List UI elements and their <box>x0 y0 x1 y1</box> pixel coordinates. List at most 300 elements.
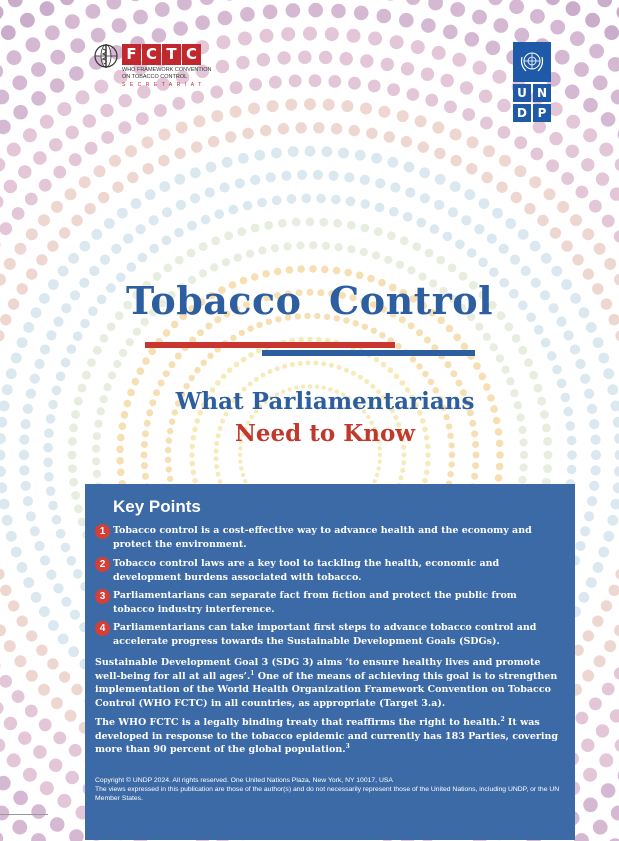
decorative-dot <box>76 90 90 104</box>
decorative-dot <box>333 267 341 275</box>
decorative-dot <box>295 122 306 133</box>
decorative-dot <box>361 224 370 233</box>
decorative-dot <box>592 616 603 627</box>
decorative-dot <box>401 136 412 147</box>
decorative-dot <box>415 115 427 127</box>
decorative-dot <box>2 515 13 526</box>
decorative-dot <box>395 343 401 349</box>
decorative-dot <box>45 25 60 40</box>
decorative-dot <box>17 337 28 348</box>
decorative-dot <box>615 450 619 461</box>
decorative-dot <box>567 465 577 475</box>
decorative-dot <box>162 236 172 246</box>
decorative-dot <box>335 243 343 251</box>
decorative-dot <box>136 224 146 234</box>
decorative-dot <box>254 150 265 161</box>
decorative-dot <box>68 451 77 460</box>
decorative-dot <box>309 241 317 249</box>
decorative-dot <box>176 122 188 134</box>
decorative-dot <box>615 330 619 341</box>
decorative-dot <box>108 371 116 379</box>
decorative-dot <box>166 466 172 472</box>
decorative-dot <box>154 104 167 117</box>
decorative-dot <box>257 198 267 208</box>
decorative-dot <box>70 38 85 53</box>
decorative-dot <box>67 344 77 354</box>
decorative-dot <box>109 155 121 167</box>
decorative-dot <box>60 0 75 5</box>
decorative-dot <box>0 90 9 105</box>
decorative-dot <box>544 451 553 460</box>
decorative-dot <box>321 361 326 366</box>
decorative-dot <box>378 453 382 457</box>
decorative-dot <box>100 104 113 117</box>
decorative-dot <box>89 266 99 276</box>
decorative-dot <box>472 462 479 469</box>
decorative-dot <box>243 479 247 483</box>
decorative-dot <box>579 592 590 603</box>
decorative-dot <box>593 562 604 573</box>
decorative-dot <box>368 80 381 93</box>
decorative-dot <box>580 374 590 384</box>
decorative-dot <box>496 463 504 471</box>
decorative-dot <box>603 531 614 542</box>
decorative-dot <box>425 452 431 458</box>
decorative-dot <box>496 451 504 459</box>
decorative-dot <box>49 138 62 151</box>
decorative-dot <box>511 192 522 203</box>
decorative-dot <box>615 569 619 580</box>
decorative-dot <box>220 182 230 192</box>
decorative-dot <box>593 337 604 348</box>
key-point-number: 2 <box>95 557 110 572</box>
decorative-dot <box>304 98 316 110</box>
decorative-dot <box>73 569 83 579</box>
decorative-dot <box>98 192 109 203</box>
decorative-dot <box>464 189 475 200</box>
decorative-dot <box>59 227 70 238</box>
decorative-dot <box>489 267 499 277</box>
decorative-dot <box>346 197 356 207</box>
decorative-dot <box>158 129 170 141</box>
decorative-dot <box>394 374 400 380</box>
decorative-dot <box>347 29 361 43</box>
decorative-dot <box>58 266 69 277</box>
decorative-dot <box>243 201 253 211</box>
decorative-dot <box>504 322 513 331</box>
decorative-dot <box>7 50 22 65</box>
decorative-dot <box>550 20 565 35</box>
decorative-dot <box>368 32 382 46</box>
decorative-dot <box>191 91 204 104</box>
decorative-dot <box>263 5 278 20</box>
decorative-dot <box>360 54 373 67</box>
decorative-dot <box>529 371 538 380</box>
decorative-dot <box>302 194 312 204</box>
decorative-dot <box>340 52 353 65</box>
decorative-dot <box>14 655 26 667</box>
decorative-dot <box>347 245 355 253</box>
decorative-dot <box>48 620 59 631</box>
decorative-dot <box>0 624 6 636</box>
decorative-dot <box>12 820 27 835</box>
decorative-dot <box>337 365 342 370</box>
decorative-dot <box>39 606 50 617</box>
decorative-dot <box>611 90 619 105</box>
decorative-dot <box>549 132 562 145</box>
decorative-dot <box>206 162 217 173</box>
decorative-dot <box>615 158 619 172</box>
decorative-dot <box>91 28 106 43</box>
decorative-dot <box>61 543 71 553</box>
decorative-dot <box>373 479 377 483</box>
decorative-dot <box>466 163 477 174</box>
decorative-dot <box>575 541 585 551</box>
decorative-dot <box>505 218 516 229</box>
decorative-dot <box>158 155 169 166</box>
decorative-dot <box>450 370 457 377</box>
decorative-dot <box>0 831 3 841</box>
decorative-dot <box>453 334 461 342</box>
decorative-dot <box>586 322 597 333</box>
key-point-number: 4 <box>95 621 110 636</box>
decorative-dot <box>175 353 182 360</box>
decorative-dot <box>227 367 233 373</box>
decorative-dot <box>23 322 34 333</box>
decorative-dot <box>565 85 580 100</box>
decorative-dot <box>483 333 491 341</box>
decorative-dot <box>195 15 210 30</box>
decorative-dot <box>609 585 619 596</box>
decorative-dot <box>411 40 425 54</box>
decorative-dot <box>267 100 279 112</box>
key-point-number: 1 <box>95 524 110 539</box>
decorative-dot <box>65 188 77 200</box>
decorative-dot <box>396 261 404 269</box>
decorative-dot <box>0 701 4 714</box>
decorative-dot <box>331 4 346 19</box>
fctc-wordmark <box>122 44 201 65</box>
decorative-dot <box>589 200 602 213</box>
decorative-dot <box>8 0 23 7</box>
decorative-dot <box>142 357 150 365</box>
decorative-dot <box>430 224 440 234</box>
footnote-ref: 3 <box>345 742 350 750</box>
decorative-dot <box>329 363 334 368</box>
decorative-dot <box>50 50 65 65</box>
decorative-dot <box>238 453 242 457</box>
decorative-dot <box>593 75 608 90</box>
decorative-dot <box>187 221 197 231</box>
decorative-dot <box>604 25 619 40</box>
decorative-dot <box>6 368 17 379</box>
decorative-dot <box>570 31 585 46</box>
decorative-dot <box>211 236 220 245</box>
decorative-dot <box>319 51 332 64</box>
decorative-dot <box>472 10 487 25</box>
decorative-dot <box>313 361 318 366</box>
decorative-dot <box>47 240 58 251</box>
decorative-dot <box>550 227 561 238</box>
decorative-dot <box>306 217 315 226</box>
decorative-dot <box>277 51 290 64</box>
decorative-dot <box>4 640 16 652</box>
decorative-dot <box>351 371 356 376</box>
decorative-dot <box>112 182 123 193</box>
decorative-dot <box>381 362 387 368</box>
decorative-dot <box>248 352 254 358</box>
decorative-dot <box>4 258 16 270</box>
decorative-dot <box>478 258 488 268</box>
decorative-dot <box>174 174 185 185</box>
decorative-dot <box>187 249 196 258</box>
decorative-dot <box>31 804 46 819</box>
decorative-dot <box>520 451 528 459</box>
decorative-dot <box>514 28 529 43</box>
decorative-dot <box>19 465 29 475</box>
decorative-dot <box>92 457 100 465</box>
decorative-dot <box>127 172 138 183</box>
decorative-dot <box>100 334 109 343</box>
decorative-dot <box>375 178 385 188</box>
decorative-dot <box>541 338 551 348</box>
decorative-dot <box>319 218 328 227</box>
decorative-dot <box>215 380 221 386</box>
decorative-dot <box>371 328 377 334</box>
decorative-dot <box>93 346 102 355</box>
decorative-dot <box>0 5 4 20</box>
decorative-dot <box>604 258 616 270</box>
decorative-dot <box>388 157 399 168</box>
decorative-dot <box>518 229 529 240</box>
decorative-dot <box>271 148 282 159</box>
fctc-paragraph <box>95 716 565 757</box>
decorative-dot <box>406 0 421 5</box>
decorative-dot <box>119 349 127 357</box>
decorative-dot <box>132 378 140 386</box>
decorative-dot <box>250 415 254 419</box>
decorative-dot <box>583 768 597 782</box>
decorative-dot <box>321 146 332 157</box>
decorative-dot <box>262 270 270 278</box>
decorative-dot <box>43 458 53 468</box>
decorative-dot <box>450 155 461 166</box>
who-emblem-icon <box>92 42 120 70</box>
decorative-dot <box>138 253 148 263</box>
decorative-dot <box>49 759 62 772</box>
decorative-dot <box>143 163 154 174</box>
fctc-paragraph-part1: The WHO FCTC is a legally binding treaty that reaffirms the right to health. <box>95 717 501 728</box>
decorative-dot <box>534 325 544 335</box>
decorative-dot <box>201 215 211 225</box>
decorative-dot <box>362 324 368 330</box>
decorative-dot <box>582 670 594 682</box>
decorative-dot <box>389 207 399 217</box>
decorative-dot <box>341 100 353 112</box>
decorative-dot <box>17 562 28 573</box>
decorative-dot <box>400 468 405 473</box>
decorative-dot <box>602 683 615 696</box>
decorative-dot <box>31 62 46 77</box>
decorative-dot <box>14 243 26 255</box>
decorative-dot <box>589 44 604 59</box>
decorative-dot <box>258 246 266 254</box>
decorative-dot <box>0 466 6 477</box>
decorative-dot <box>214 464 219 469</box>
decorative-dot <box>26 670 38 682</box>
decorative-dot <box>65 710 77 722</box>
decorative-dot <box>200 0 215 5</box>
decorative-dot <box>422 371 428 377</box>
decorative-dot <box>69 829 84 841</box>
decorative-dot <box>520 463 528 471</box>
decorative-dot <box>488 0 503 5</box>
decorative-dot <box>428 0 443 10</box>
decorative-dot <box>6 531 17 542</box>
decorative-dot <box>11 353 22 364</box>
decorative-dot <box>480 117 493 130</box>
decorative-dot <box>338 148 349 159</box>
decorative-dot <box>347 221 356 230</box>
decorative-dot <box>0 499 10 510</box>
decorative-dot <box>12 207 25 220</box>
decorative-dot <box>298 361 303 366</box>
decorative-dot <box>366 128 377 139</box>
decorative-dot <box>133 328 141 336</box>
decorative-dot <box>428 379 434 385</box>
decorative-dot <box>378 460 382 464</box>
decorative-dot <box>25 705 38 718</box>
decorative-dot <box>371 153 382 164</box>
fctc-letter: C <box>182 44 201 65</box>
decorative-dot <box>518 346 527 355</box>
decorative-dot <box>57 794 71 808</box>
decorative-dot <box>360 175 370 185</box>
decorative-dot <box>435 174 446 185</box>
decorative-dot <box>496 354 504 362</box>
decorative-dot <box>0 738 5 752</box>
decorative-dot <box>165 457 171 463</box>
decorative-dot <box>285 99 297 111</box>
decorative-dot <box>249 78 262 91</box>
subtitle-line2: Need to Know <box>234 420 416 447</box>
copyright-line1: Copyright © UNDP 2024. All rights reserved. One United Nations Plaza, New York, NY 10017, USA <box>95 777 393 784</box>
decorative-dot <box>222 157 233 168</box>
decorative-dot <box>296 241 304 249</box>
decorative-dot <box>83 114 96 127</box>
decorative-dot <box>0 450 5 461</box>
key-point-text: Tobacco control laws are a key tool to tackling the health, economic and development burdens associated with tobacco. <box>113 558 500 583</box>
decorative-dot <box>561 172 574 185</box>
decorative-dot <box>272 196 282 206</box>
decorative-dot <box>126 338 134 346</box>
undp-letter: D <box>513 104 531 122</box>
footnote-ref: 2 <box>500 715 505 723</box>
decorative-dot <box>117 469 125 477</box>
decorative-dot <box>46 570 56 580</box>
decorative-dot <box>360 199 370 209</box>
decorative-dot <box>530 9 545 24</box>
decorative-dot <box>13 105 28 120</box>
fctc-letter: F <box>122 44 141 65</box>
decorative-dot <box>297 265 305 273</box>
decorative-dot <box>364 379 369 384</box>
decorative-dot <box>23 768 37 782</box>
decorative-dot <box>197 329 204 336</box>
decorative-dot <box>479 198 490 209</box>
decorative-dot <box>0 158 5 172</box>
decorative-dot <box>236 56 249 69</box>
decorative-dot <box>328 75 341 88</box>
decorative-dot <box>284 242 292 250</box>
decorative-dot <box>381 58 394 71</box>
decorative-dot <box>86 4 101 19</box>
decorative-dot <box>561 240 572 251</box>
copyright-notice <box>95 776 565 803</box>
decorative-dot <box>524 203 535 214</box>
decorative-dot <box>355 150 366 161</box>
decorative-dot <box>566 115 580 129</box>
decorative-dot <box>242 128 253 139</box>
decorative-dot <box>69 153 82 166</box>
decorative-dot <box>118 121 131 134</box>
decorative-dot <box>452 53 466 67</box>
decorative-dot <box>402 453 407 458</box>
decorative-dot <box>82 371 91 380</box>
decorative-dot <box>614 466 619 477</box>
decorative-dot <box>36 645 47 656</box>
decorative-dot <box>583 798 598 813</box>
decorative-dot <box>425 249 434 258</box>
decorative-dot <box>207 353 213 359</box>
decorative-dot <box>421 68 434 81</box>
decorative-dot <box>67 556 77 566</box>
decorative-dot <box>344 269 352 277</box>
decorative-dot <box>586 577 597 588</box>
decorative-dot <box>593 820 608 835</box>
decorative-dot <box>455 240 465 250</box>
decorative-dot <box>313 170 323 180</box>
decorative-dot <box>91 229 102 240</box>
decorative-dot <box>388 367 394 373</box>
sdg-paragraph-part1: Sustainable Development Goal 3 (SDG 3) aims ‘to ensure healthy lives and promote well-being for all at all ages’. <box>95 657 541 682</box>
decorative-dot <box>141 452 148 459</box>
decorative-dot <box>39 179 52 192</box>
decorative-dot <box>607 515 618 526</box>
decorative-dot <box>234 362 240 368</box>
decorative-dot <box>474 224 484 234</box>
decorative-dot <box>572 254 583 265</box>
decorative-dot <box>290 362 295 367</box>
decorative-dot <box>107 0 122 10</box>
decorative-dot <box>407 266 415 274</box>
decorative-dot <box>93 470 101 478</box>
decorative-dot <box>289 75 302 88</box>
decorative-dot <box>241 473 245 477</box>
decorative-dot <box>610 709 619 722</box>
decorative-dot <box>50 78 65 93</box>
decorative-dot <box>601 600 612 611</box>
decorative-dot <box>234 254 242 262</box>
decorative-dot <box>574 833 589 841</box>
decorative-dot <box>4 180 17 193</box>
decorative-dot <box>266 172 276 182</box>
decorative-dot <box>349 125 360 136</box>
decorative-dot <box>461 215 471 225</box>
decorative-dot <box>142 473 149 480</box>
decorative-dot <box>412 242 421 251</box>
decorative-dot <box>581 739 594 752</box>
